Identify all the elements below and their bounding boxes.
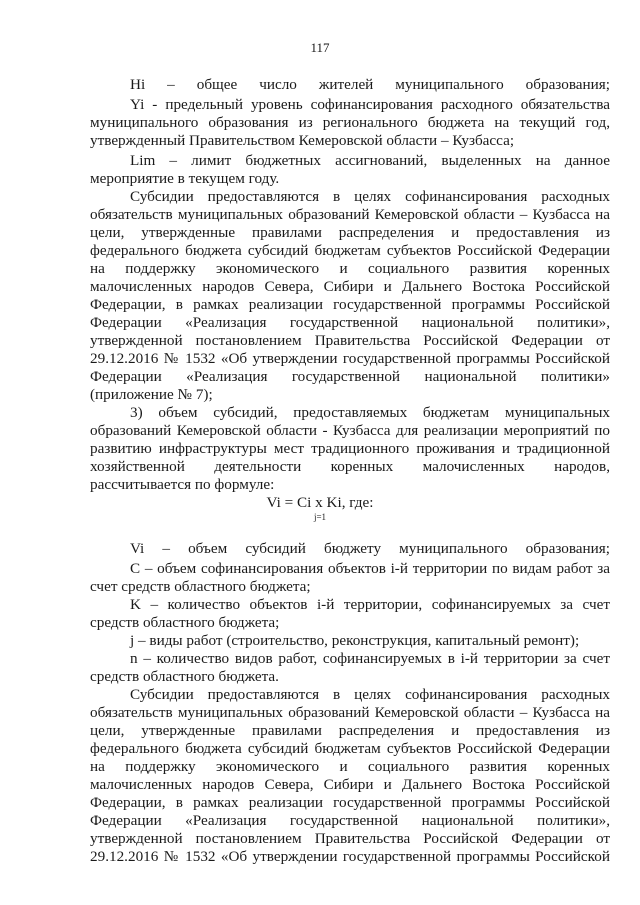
text-line: средств областного бюджета; bbox=[90, 614, 280, 631]
text-line: 29.12.2016 № 1532 «Об утверждении государственной программы Российской bbox=[90, 848, 610, 865]
text-line: малочисленных народов Севера, Сибири и Дальнего Востока Российской bbox=[90, 776, 610, 793]
text-line: образований Кемеровской области - Кузбасса для реализации мероприятий по bbox=[90, 422, 610, 439]
text-line: цели, утвержденные правилами распределения и предоставления из bbox=[90, 224, 610, 241]
text-line: Vi – объем субсидий бюджету муниципального образования; bbox=[130, 540, 610, 557]
text-line: Lim – лимит бюджетных ассигнований, выделенных на данное bbox=[130, 152, 610, 169]
text-line: Федерации, в рамках реализации государственной программы Российской bbox=[90, 296, 610, 313]
text-line: j – виды работ (строительство, реконструкция, капитальный ремонт); bbox=[130, 632, 580, 649]
text-line: средств областного бюджета. bbox=[90, 668, 279, 685]
text-line: Hi – общее число жителей муниципального образования; bbox=[130, 76, 610, 93]
formula-subscript: j=1 bbox=[313, 512, 327, 522]
text-line: на поддержку экономического и социального развития коренных bbox=[90, 758, 610, 775]
text-line: K – количество объектов i-й территории, софинансируемых за счет bbox=[130, 596, 610, 613]
text-line: (приложение № 7); bbox=[90, 386, 213, 403]
text-line: 3) объем субсидий, предоставляемых бюджетам муниципальных bbox=[130, 404, 610, 421]
text-line: 29.12.2016 № 1532 «Об утверждении государственной программы Российской bbox=[90, 350, 610, 367]
text-line: малочисленных народов Севера, Сибири и Дальнего Востока Российской bbox=[90, 278, 610, 295]
text-line: утвержденной постановлением Правительства Российской Федерации от bbox=[90, 830, 610, 847]
text-line: мероприятие в текущем году. bbox=[90, 170, 280, 187]
text-line: Yi - предельный уровень софинансирования расходного обязательства bbox=[130, 96, 610, 113]
text-line: развитию инфраструктуры мест традиционного проживания и традиционной bbox=[90, 440, 610, 457]
text-line: счет средств областного бюджета; bbox=[90, 578, 311, 595]
text-line: федерального бюджета субсидий бюджетам субъектов Российской Федерации bbox=[90, 740, 610, 757]
text-line: на поддержку экономического и социального развития коренных bbox=[90, 260, 610, 277]
text-line: Субсидии предоставляются в целях софинансирования расходных bbox=[130, 686, 610, 703]
text-line: цели, утвержденные правилами распределения и предоставления из bbox=[90, 722, 610, 739]
text-line: федерального бюджета субсидий бюджетам субъектов Российской Федерации bbox=[90, 242, 610, 259]
text-line: муниципального образования из регионального бюджета на текущий год, bbox=[90, 114, 610, 131]
text-line: рассчитывается по формуле: bbox=[90, 476, 275, 493]
text-line: хозяйственной деятельности коренных малочисленных народов, bbox=[90, 458, 610, 475]
formula: Vi = Ci x Ki, где: bbox=[266, 494, 374, 511]
text-line: утвержденной постановлением Правительства Российской Федерации от bbox=[90, 332, 610, 349]
text-line: обязательств муниципальных образований Кемеровской области – Кузбасса на bbox=[90, 206, 610, 223]
text-line: Субсидии предоставляются в целях софинансирования расходных bbox=[130, 188, 610, 205]
text-line: C – объем софинансирования объектов i-й территории по видам работ за bbox=[130, 560, 610, 577]
text-line: обязательств муниципальных образований Кемеровской области – Кузбасса на bbox=[90, 704, 610, 721]
text-line: Федерации «Реализация государственной национальной политики», bbox=[90, 314, 610, 331]
text-line: Федерации «Реализация государственной национальной политики» bbox=[90, 368, 610, 385]
page-number: 117 bbox=[310, 40, 330, 55]
text-line: Федерации «Реализация государственной национальной политики», bbox=[90, 812, 610, 829]
text-line: Федерации, в рамках реализации государственной программы Российской bbox=[90, 794, 610, 811]
text-line: утвержденный Правительством Кемеровской области – Кузбасса; bbox=[90, 132, 515, 149]
text-line: n – количество видов работ, софинансируемых в i-й территории за счет bbox=[130, 650, 610, 667]
